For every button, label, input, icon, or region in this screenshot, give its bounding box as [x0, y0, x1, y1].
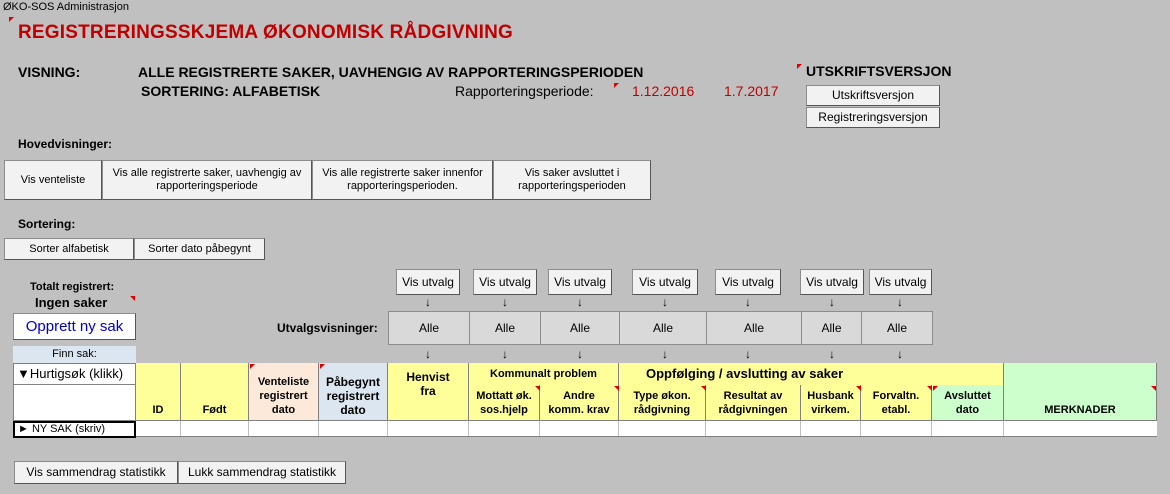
vis-sammendrag-button[interactable]: Vis sammendrag statistikk — [14, 461, 178, 484]
arrow-down-icon: ↓ — [502, 347, 508, 361]
lukk-sammendrag-button[interactable]: Lukk sammendrag statistikk — [178, 461, 346, 484]
sortering-label: Sortering: — [18, 217, 76, 231]
vis-utvalg-husbank-button[interactable]: Vis utvalg — [800, 269, 864, 295]
comment-marker — [320, 364, 325, 369]
col-header-id: ID — [136, 363, 181, 421]
sorter-alfabetisk-button[interactable]: Sorter alfabetisk — [4, 238, 134, 260]
utvalg-henvist-value[interactable]: Alle — [388, 311, 470, 345]
col-header-henvist: Henvist fra — [388, 363, 469, 421]
period-label: Rapporteringsperiode: — [455, 83, 594, 99]
arrow-down-icon: ↓ — [662, 295, 668, 309]
arrow-down-icon: ↓ — [745, 295, 751, 309]
vis-utvalg-type-button[interactable]: Vis utvalg — [632, 269, 698, 295]
comment-marker — [856, 386, 861, 391]
utskrift-label: UTSKRIFTSVERSJON — [806, 63, 952, 79]
ny-sak-input[interactable]: ► NY SAK (skriv) — [13, 421, 136, 438]
vis-utvalg-henvist-button[interactable]: Vis utvalg — [396, 269, 460, 295]
col-header-andre: Andre komm. krav — [540, 385, 619, 421]
comment-marker — [614, 83, 619, 88]
arrow-down-icon: ↓ — [829, 347, 835, 361]
finn-sak-label: Finn sak: — [13, 346, 136, 363]
registreringsversjon-button[interactable]: Registreringsversjon — [806, 107, 940, 128]
col-header-forvaltn: Forvaltn. etabl. — [861, 385, 932, 421]
col-header-husbank: Husbank virkem. — [801, 385, 861, 421]
col-header-resultat: Resultat av rådgivningen — [706, 385, 801, 421]
comment-marker — [933, 386, 938, 391]
comment-marker — [9, 17, 14, 22]
col-header-fodt: Født — [181, 363, 249, 421]
arrow-down-icon: ↓ — [425, 347, 431, 361]
vis-venteliste-button[interactable]: Vis venteliste — [4, 160, 102, 200]
sortering-value: SORTERING: ALFABETISK — [141, 83, 321, 99]
opprett-ny-sak-button[interactable]: Opprett ny sak — [13, 313, 136, 340]
utvalg-resultat-value[interactable]: Alle — [706, 311, 802, 345]
sorter-dato-button[interactable]: Sorter dato påbegynt — [134, 238, 265, 260]
vis-utvalg-forvaltn-button[interactable]: Vis utvalg — [869, 269, 932, 295]
col-header-venteliste: Venteliste registrert dato — [249, 363, 319, 421]
utvalg-type-value[interactable]: Alle — [619, 311, 707, 345]
utvalg-andre-value[interactable]: Alle — [540, 311, 620, 345]
vis-utvalg-mottatt-button[interactable]: Vis utvalg — [473, 269, 537, 295]
vis-innenfor-periode-button[interactable]: Vis alle registrerte saker innenfor rapporteringsperioden. — [312, 160, 493, 200]
col-header-merknader: MERKNADER — [1004, 363, 1157, 421]
vis-alle-registrerte-button[interactable]: Vis alle registrerte saker, uavhengig av rapporteringsperiode — [102, 160, 312, 200]
period-end: 1.7.2017 — [724, 83, 779, 99]
group-header-kommunalt: Kommunalt problem — [469, 363, 619, 385]
totalt-value: Ingen saker — [35, 295, 108, 310]
comment-marker — [535, 386, 540, 391]
utvalg-husbank-value[interactable]: Alle — [801, 311, 862, 345]
table-row[interactable] — [136, 421, 1157, 437]
arrow-down-icon: ↓ — [577, 347, 583, 361]
visning-value: ALLE REGISTRERTE SAKER, UAVHENGIG AV RAPPORTERINGSPERIODEN — [138, 64, 644, 80]
period-start: 1.12.2016 — [632, 83, 695, 99]
window-title: ØKO-SOS Administrasjon — [3, 1, 129, 13]
arrow-down-icon: ↓ — [502, 295, 508, 309]
comment-marker — [797, 64, 802, 69]
arrow-down-icon: ↓ — [829, 295, 835, 309]
comment-marker — [1151, 386, 1156, 391]
utvalgsvisninger-label: Utvalgsvisninger: — [277, 321, 378, 335]
comment-marker — [250, 364, 255, 369]
arrow-down-icon: ↓ — [897, 295, 903, 309]
col-header-avsluttet: Avsluttet dato — [932, 385, 1004, 421]
arrow-down-icon: ↓ — [745, 347, 751, 361]
group-header-oppfolging: Oppfølging / avslutting av saker — [619, 363, 1004, 385]
col-header-type: Type økon. rådgivning — [619, 385, 706, 421]
arrow-down-icon: ↓ — [577, 295, 583, 309]
arrow-down-icon: ↓ — [425, 295, 431, 309]
page-title: REGISTRERINGSSKJEMA ØKONOMISK RÅDGIVNING — [18, 22, 514, 43]
vis-utvalg-andre-button[interactable]: Vis utvalg — [548, 269, 612, 295]
arrow-down-icon: ↓ — [897, 347, 903, 361]
search-input[interactable] — [13, 385, 136, 421]
hovedvisninger-label: Hovedvisninger: — [18, 137, 113, 151]
vis-avsluttet-button[interactable]: Vis saker avsluttet i rapporteringsperioden — [493, 160, 651, 200]
comment-marker — [614, 386, 619, 391]
comment-marker — [701, 386, 706, 391]
col-header-mottatt: Mottatt øk. sos.hjelp — [469, 385, 540, 421]
comment-marker — [927, 386, 932, 391]
hurtigsok-dropdown[interactable]: ▼Hurtigsøk (klikk) — [13, 363, 136, 385]
arrow-down-icon: ↓ — [662, 347, 668, 361]
visning-label: VISNING: — [18, 64, 81, 80]
totalt-label: Totalt registrert: — [30, 281, 115, 293]
vis-utvalg-resultat-button[interactable]: Vis utvalg — [715, 269, 781, 295]
utvalg-mottatt-value[interactable]: Alle — [469, 311, 541, 345]
comment-marker — [130, 296, 135, 301]
col-header-pabegynt: Påbegynt registrert dato — [319, 363, 388, 421]
utvalg-forvaltn-value[interactable]: Alle — [861, 311, 933, 345]
utskriftsversjon-button[interactable]: Utskriftsversjon — [806, 85, 940, 106]
